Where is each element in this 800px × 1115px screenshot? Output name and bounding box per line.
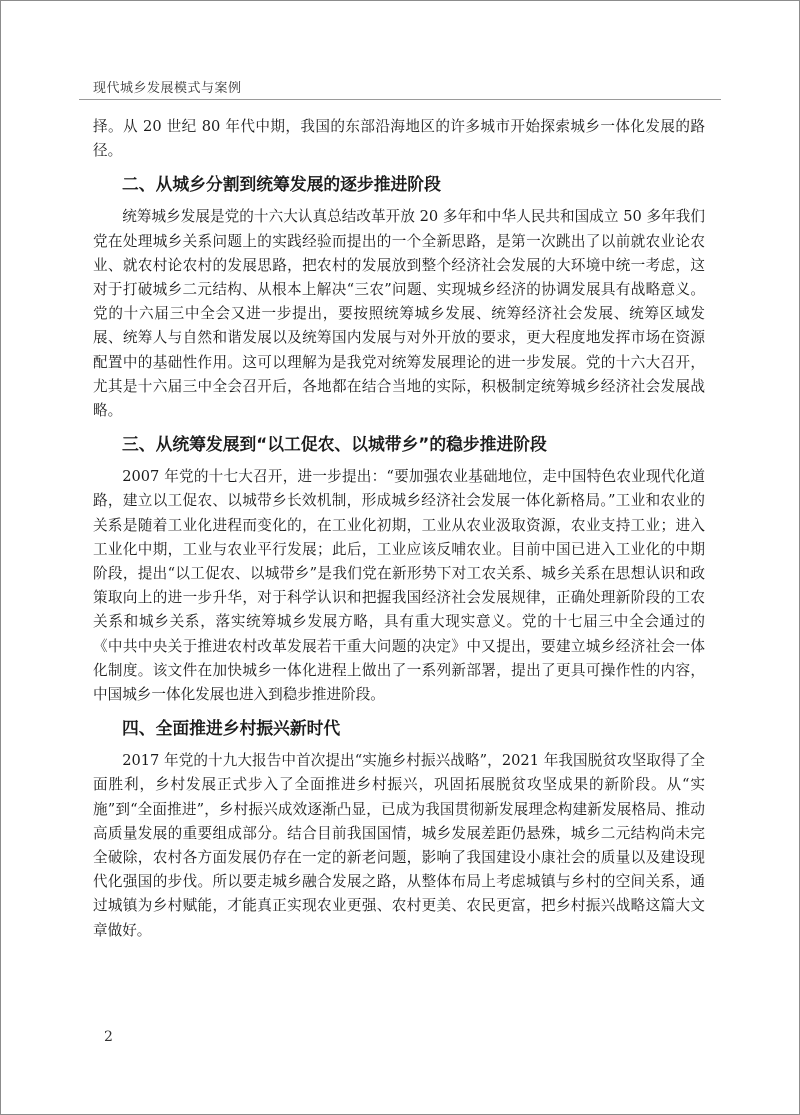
page-body <box>93 115 705 943</box>
paragraph-section-4: 2017 年党的十九大报告中首次提出“实施乡村振兴战略”，2021 年我国脱贫攻坚取得了全面胜利，乡村发展正式步入了全面推进乡村振兴，巩固拓展脱贫攻坚成果的新阶段。从“实施”到“全面推进”，乡村振兴成效逐渐凸显，已成为我国贯彻新发展理念构建新发展格局、推动高质量发展的重要组成部分。结合目前我国国情，城乡发展差距仍悬殊，城乡二元结构尚未完全破除，农村各方面发展仍存在一定的新老问题，影响了我国建设小康社会的质量以及建设现代化强国的步伐。所以要走城乡融合发展之路，从整体布局上考虑城镇与乡村的空间关系，通过城镇为乡村赋能，才能真正实现农业更强、农村更美、农民更富，把乡村振兴战略这篇大文章做好。 <box>93 752 705 939</box>
page-number: 2 <box>104 1029 113 1045</box>
paragraph-section-2: 统筹城乡发展是党的十六大认真总结改革开放 20 多年和中华人民共和国成立 50 多年我们党在处理城乡关系问题上的实践经验而提出的一个全新思路，是第一次跳出了以前就农业论农业、就农村论农村的发展思路，把农村的发展放到整个经济社会发展的大环境中统一考虑，这对于打破城乡二元结构、从根本上解决“三农”问题、实现城乡经济的协调发展具有战略意义。党的十六届三中全会又进一步提出，要按照统筹城乡发展、统筹经济社会发展、统筹区域发展、统筹人与自然和谐发展以及统筹国内发展与对外开放的要求，更大程度地发挥市场在资源配置中的基础性作用。这可以理解为是我党对统筹发展理论的进一步发展。党的十六大召开，尤其是十六届三中全会召开后，各地都在结合当地的实际，积极制定统筹城乡经济社会发展战略。 <box>93 208 705 420</box>
running-title: 现代城乡发展模式与案例 <box>93 81 242 96</box>
section-heading-2: 二、从城乡分割到统筹发展的逐步推进阶段 <box>122 174 441 195</box>
header-rule <box>79 99 721 100</box>
section-heading-3: 三、从统筹发展到“以工促农、以城带乡”的稳步推进阶段 <box>122 434 547 455</box>
paragraph-section-3: 2007 年党的十七大召开，进一步提出：“要加强农业基础地位，走中国特色农业现代化道路，建立以工促农、以城带乡长效机制，形成城乡经济社会发展一体化新格局。”工业和农业的关系是随着工业化进程而变化的，在工业化初期，工业从农业汲取资源，农业支持工业；进入工业化中期，工业与农业平行发展；此后，工业应该反哺农业。目前中国已进入工业化的中期阶段，提出“以工促农、以城带乡”是我们党在新形势下对工农关系、城乡关系在思想认识和政策取向上的进一步升华，对于科学认识和把握我国经济社会发展规律，正确处理新阶段的工农关系和城乡关系，落实统筹城乡发展方略，具有重大现实意义。党的十七届三中全会通过的《中共中央关于推进农村改革发展若干重大问题的决定》中又提出，要建立城乡经济社会一体化制度。该文件在加快城乡一体化进程上做出了一系列新部署，提出了更具可操作性的内容，中国城乡一体化发展也进入到稳步推进阶段。 <box>93 468 705 704</box>
section-heading-4: 四、全面推进乡村振兴新时代 <box>122 718 341 739</box>
paragraph-continued: 择。从 20 世纪 80 年代中期，我国的东部沿海地区的许多城市开始探索城乡一体化发展的路径。 <box>93 118 705 160</box>
